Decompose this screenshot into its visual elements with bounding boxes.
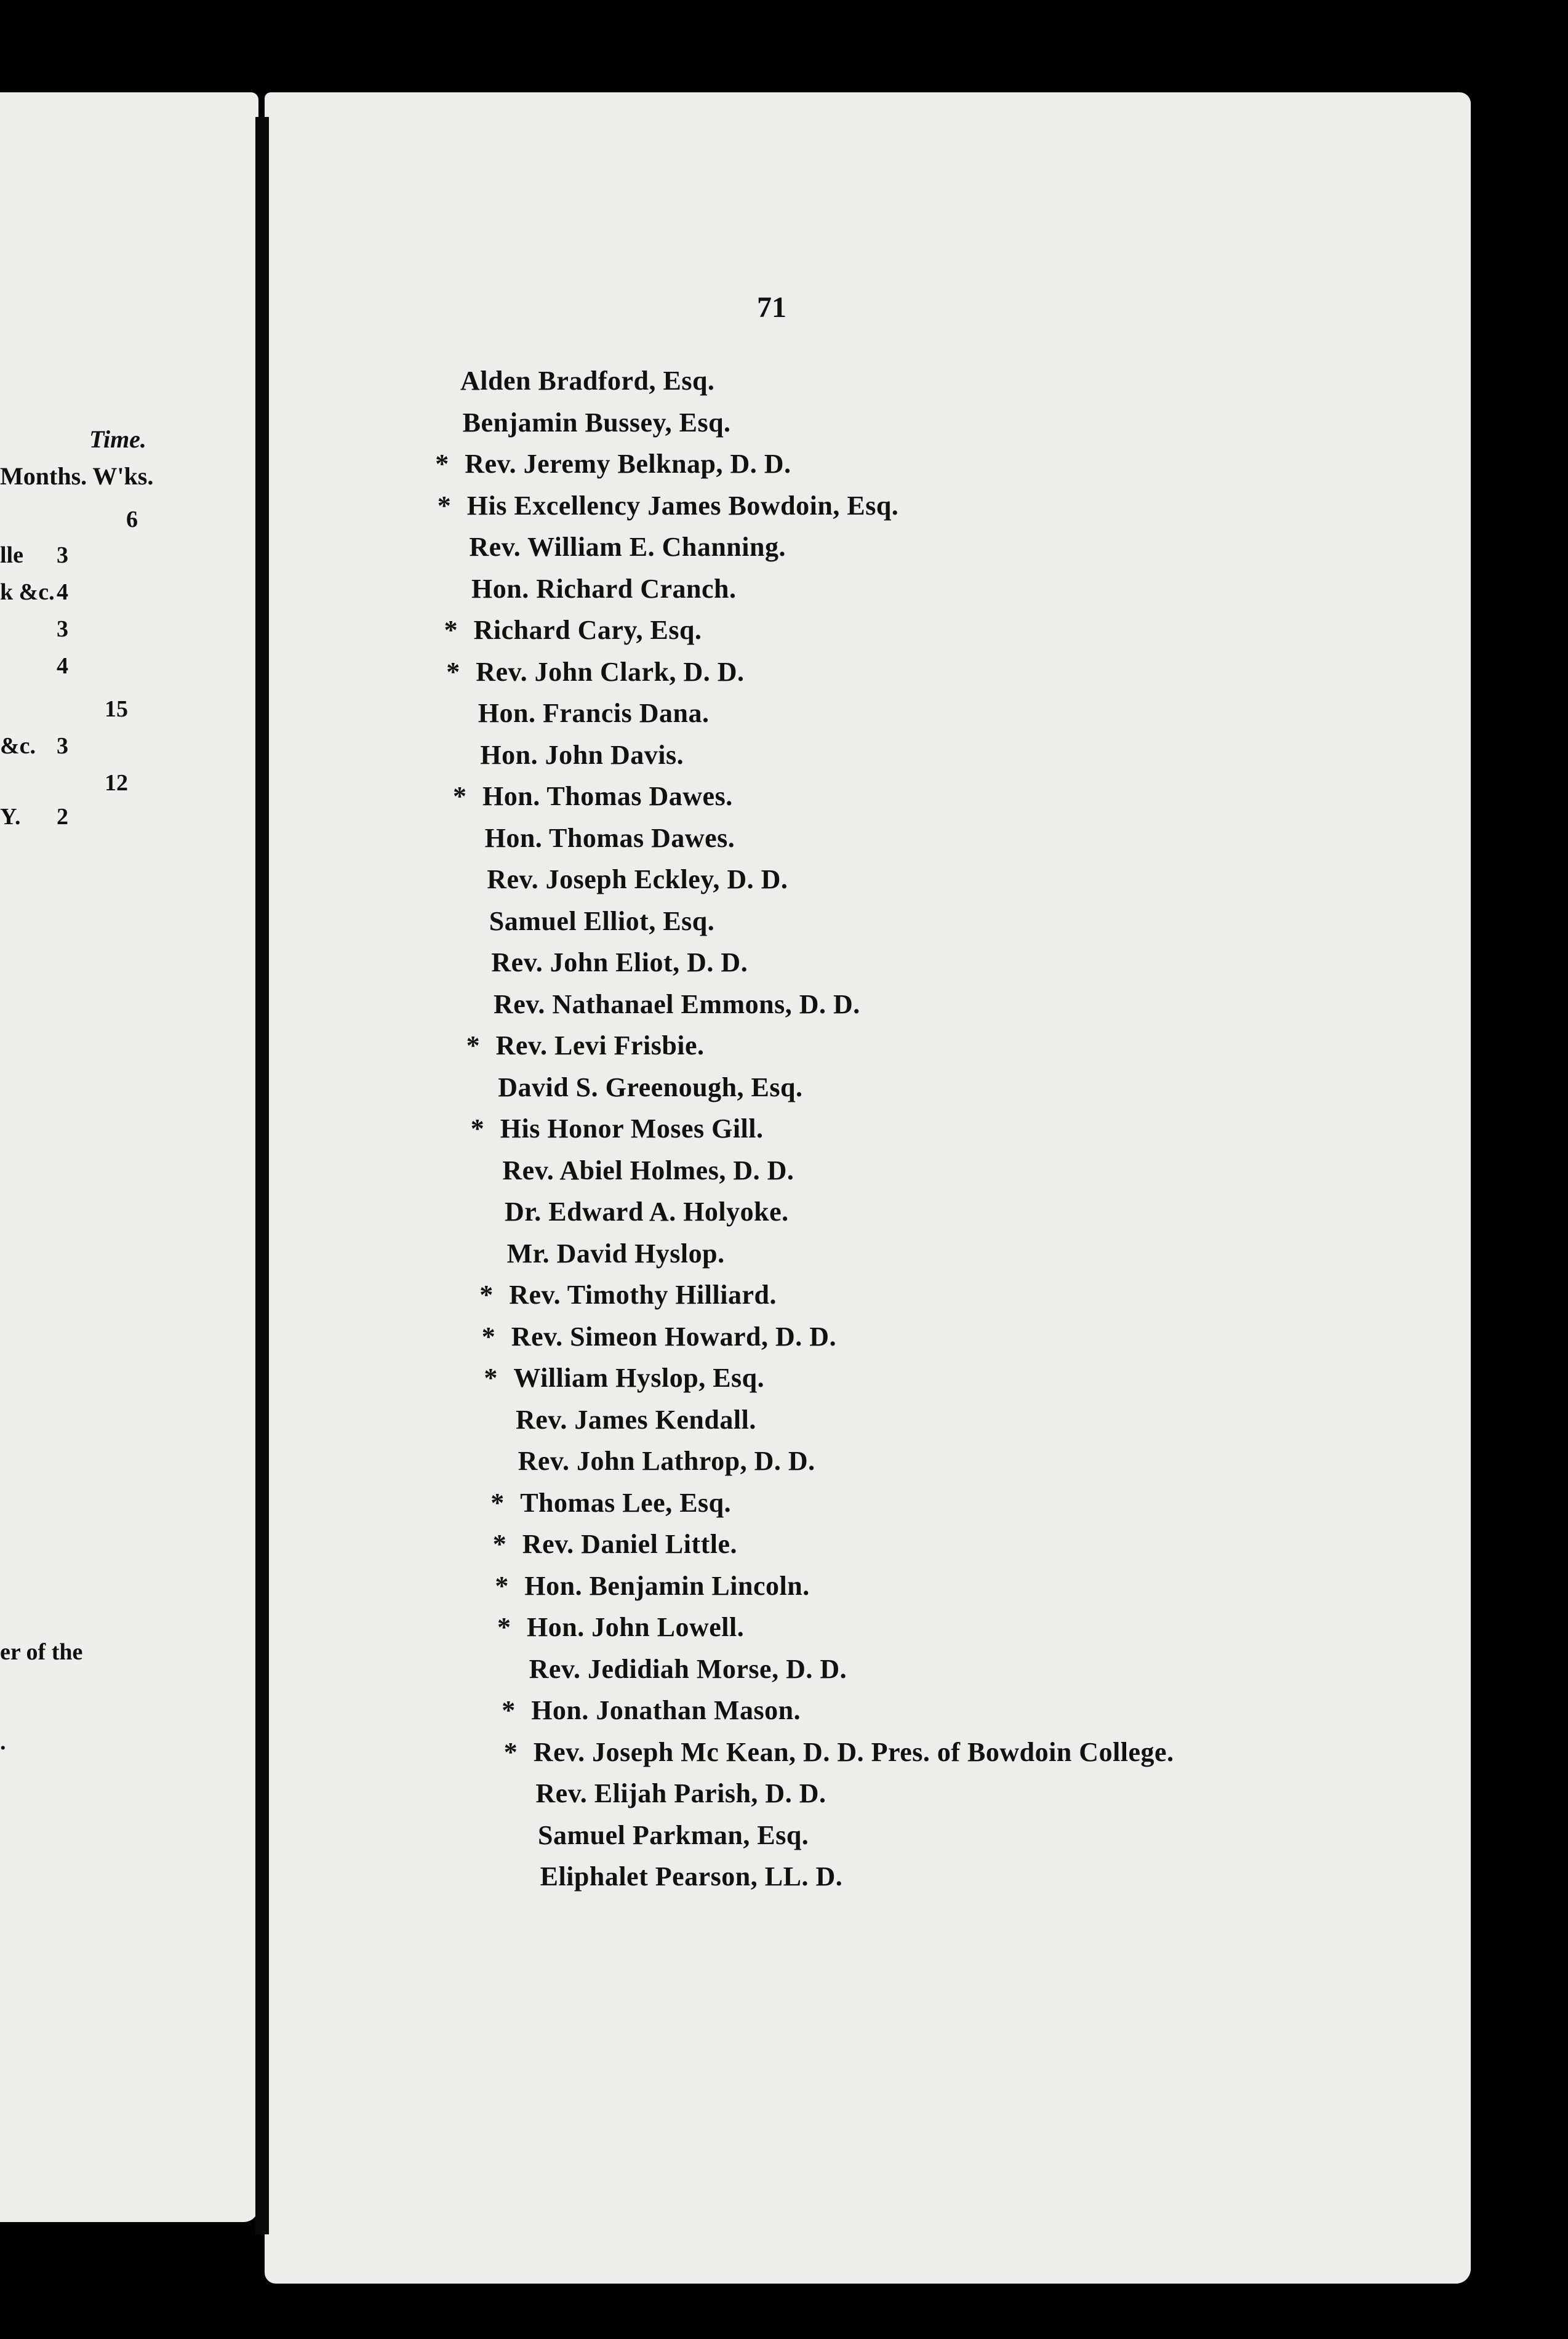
name-entry — [503, 1736, 1174, 1768]
name-text: Hon. Francis Dana. — [478, 698, 710, 728]
name-text: Alden Bradford, Esq. — [460, 366, 715, 396]
name-text: Benjamin Bussey, Esq. — [462, 407, 731, 438]
left-page — [0, 92, 258, 2222]
name-text: Mr. David Hyslop. — [506, 1238, 725, 1269]
row-value: 2 — [57, 804, 68, 830]
row-label: &c. — [0, 733, 36, 759]
name-entry — [469, 531, 786, 563]
name-text: Rev. John Clark, D. D. — [476, 656, 745, 687]
footer-fragment: er of the — [0, 1639, 83, 1665]
row-value: 3 — [57, 616, 68, 642]
footer-fragment: . — [0, 1729, 6, 1755]
book-gutter — [255, 117, 269, 2234]
name-text: Samuel Parkman, Esq. — [538, 1819, 809, 1850]
name-entry — [490, 1487, 732, 1519]
deceased-marker: * — [497, 1612, 511, 1642]
deceased-marker: * — [453, 781, 467, 811]
name-text: Rev. Abiel Holmes, D. D. — [502, 1155, 794, 1186]
name-text: Rev. James Kendall. — [516, 1404, 756, 1435]
row-value: 3 — [57, 542, 68, 568]
deceased-marker: * — [470, 1113, 485, 1144]
name-entry — [478, 697, 710, 729]
name-entry — [481, 1321, 837, 1352]
name-entry — [495, 1570, 810, 1602]
name-text: His Honor Moses Gill. — [500, 1113, 764, 1144]
name-entry — [505, 1196, 789, 1227]
name-text: Rev. John Lathrop, D. D. — [518, 1446, 815, 1476]
deceased-marker: * — [437, 490, 452, 521]
name-entry — [502, 1155, 794, 1186]
name-text: Rev. Jeremy Belknap, D. D. — [465, 449, 791, 479]
name-entry — [497, 1611, 745, 1643]
deceased-marker: * — [484, 1363, 498, 1393]
name-entry — [540, 1861, 843, 1892]
name-entry — [507, 1238, 725, 1269]
name-entry — [479, 1279, 777, 1310]
name-entry — [484, 1362, 765, 1394]
deceased-marker: * — [444, 615, 458, 645]
name-entry — [463, 407, 731, 438]
name-text: Rev. Timothy Hilliard. — [509, 1280, 777, 1310]
name-entry — [516, 1404, 756, 1435]
name-text: His Excellency James Bowdoin, Esq. — [466, 490, 899, 521]
name-text: Hon. Jonathan Mason. — [531, 1695, 801, 1725]
name-text: David S. Greenough, Esq. — [498, 1072, 803, 1102]
deceased-marker: * — [466, 1030, 481, 1061]
row-value: 4 — [57, 653, 68, 679]
name-text: Eliphalet Pearson, LL. D. — [540, 1861, 843, 1892]
name-text: Hon. Thomas Dawes. — [482, 781, 733, 811]
name-text: Samuel Elliot, Esq. — [489, 905, 715, 936]
name-entry — [485, 822, 735, 854]
name-entry — [529, 1653, 847, 1685]
name-text: Hon. John Lowell. — [527, 1612, 745, 1642]
row-value: 4 — [57, 579, 68, 605]
row-value: 15 — [105, 696, 128, 722]
row-value: 3 — [57, 733, 68, 759]
name-text: Hon. John Davis. — [480, 739, 684, 770]
name-entry — [502, 1695, 801, 1726]
row-label: Y. — [0, 804, 21, 830]
name-text: Rev. Simeon Howard, D. D. — [511, 1321, 837, 1352]
name-text: Rev. Jedidiah Morse, D. D. — [529, 1653, 847, 1684]
name-entry — [470, 1113, 764, 1144]
row-value: 6 — [126, 507, 138, 532]
name-entry — [518, 1445, 815, 1477]
name-entry — [446, 656, 745, 688]
name-entry — [480, 739, 684, 771]
name-entry — [535, 1778, 826, 1809]
deceased-marker: * — [502, 1695, 516, 1725]
deceased-marker: * — [435, 449, 449, 479]
name-text: Rev. Joseph Eckley, D. D. — [487, 864, 788, 894]
row-label: k &c. — [0, 579, 55, 605]
name-text: Richard Cary, Esq. — [473, 615, 702, 645]
name-entry — [498, 1072, 802, 1103]
name-text: Rev. William E. Channing. — [469, 532, 786, 562]
name-text: Rev. Elijah Parish, D. D. — [535, 1778, 826, 1808]
right-page — [265, 92, 1471, 2284]
name-text: Rev. Levi Frisbie. — [495, 1030, 705, 1061]
time-heading: Time. — [89, 425, 146, 453]
name-entry — [435, 448, 791, 479]
name-entry — [453, 780, 733, 812]
name-entry — [494, 989, 860, 1020]
months-weeks-header: Months. W'ks. — [0, 462, 154, 490]
name-text: Rev. Joseph Mc Kean, D. D. Pres. of Bowdoin College. — [533, 1736, 1174, 1767]
name-text: Thomas Lee, Esq. — [520, 1487, 732, 1518]
name-entry — [492, 1528, 738, 1560]
name-text: Rev. Daniel Little. — [522, 1529, 738, 1559]
name-entry — [471, 573, 736, 604]
deceased-marker: * — [492, 1529, 507, 1559]
name-text: Hon. Benjamin Lincoln. — [524, 1570, 810, 1601]
name-text: Dr. Edward A. Holyoke. — [505, 1197, 789, 1227]
name-entry — [437, 490, 899, 521]
name-entry — [460, 365, 714, 396]
deceased-marker: * — [446, 656, 460, 687]
deceased-marker: * — [495, 1570, 509, 1601]
name-entry — [491, 947, 748, 978]
row-value: 12 — [105, 770, 128, 796]
name-text: Rev. Nathanael Emmons, D. D. — [494, 989, 860, 1019]
deceased-marker: * — [490, 1487, 505, 1518]
name-entry — [538, 1819, 809, 1851]
name-entry — [487, 864, 788, 895]
deceased-marker: * — [503, 1736, 518, 1767]
name-entry — [489, 905, 714, 937]
page-number: 71 — [757, 291, 786, 324]
name-text: Hon. Richard Cranch. — [471, 573, 737, 604]
name-text: William Hyslop, Esq. — [513, 1363, 765, 1393]
deceased-marker: * — [479, 1280, 494, 1310]
name-entry — [444, 614, 702, 646]
row-label: lle — [0, 542, 23, 568]
name-entry — [466, 1030, 705, 1061]
name-text: Rev. John Eliot, D. D. — [491, 947, 748, 977]
name-text: Hon. Thomas Dawes. — [484, 822, 735, 853]
deceased-marker: * — [481, 1321, 496, 1352]
